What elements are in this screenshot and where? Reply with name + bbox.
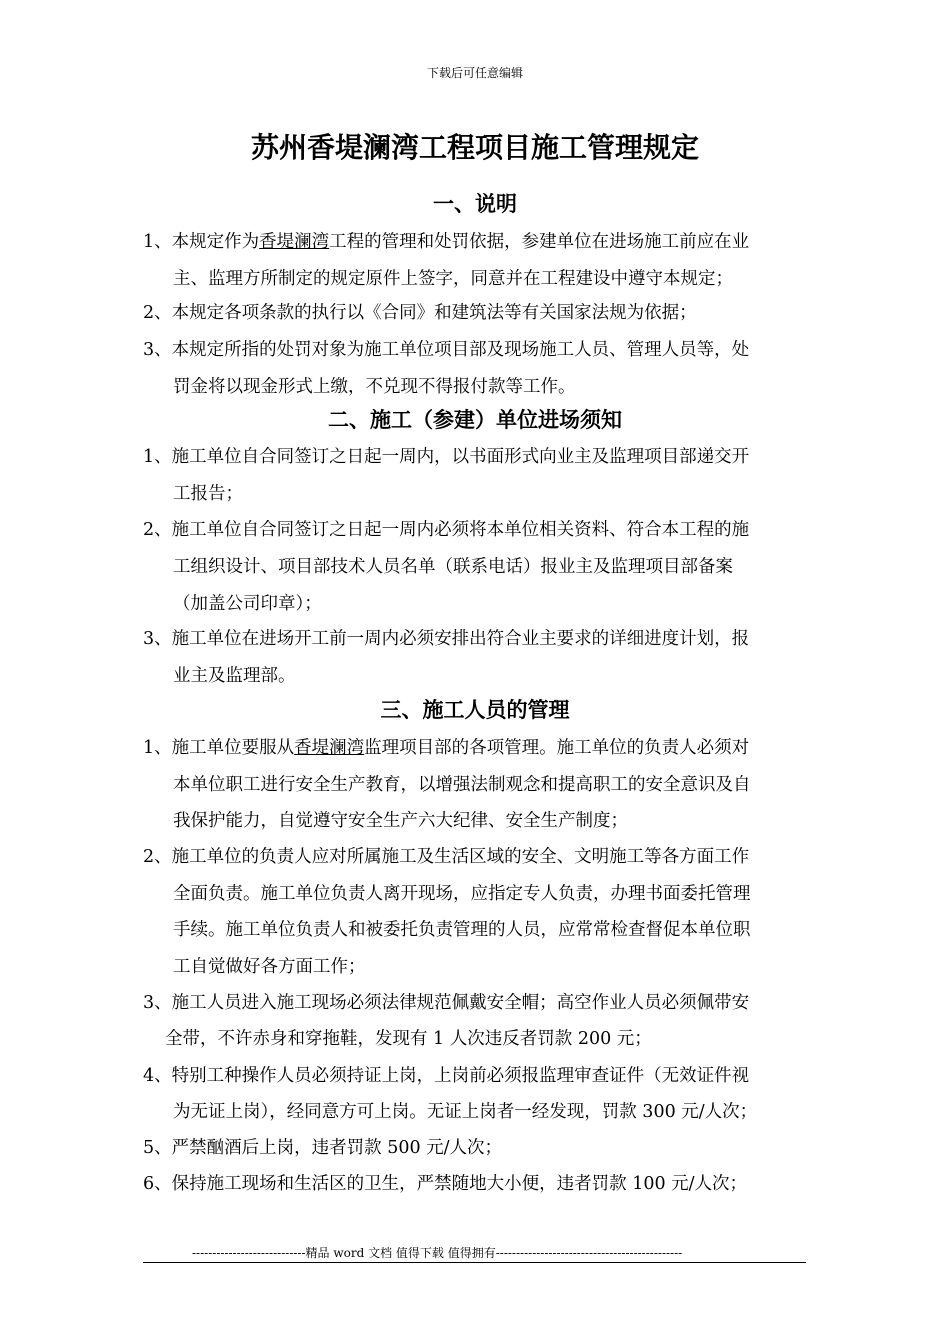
section3-item5: 5、严禁酗酒后上岗，违者罚款 500 元/人次； bbox=[143, 1138, 503, 1158]
header-note: 下载后可任意编辑 bbox=[426, 66, 523, 80]
section3-item6: 6、保持施工现场和生活区的卫生，严禁随地大小便，违者罚款 100 元/人次； bbox=[143, 1174, 748, 1194]
section-heading-1: 一、说明 bbox=[433, 191, 517, 216]
section3-item4-line1: 4、特别工种操作人员必须持证上岗，上岗前必须报监理审查证件（无效证件视 bbox=[143, 1066, 750, 1086]
section3-item1-line3: 我保护能力，自觉遵守安全生产六大纪律、安全生产制度； bbox=[173, 811, 628, 831]
section2-item1-line2: 工报告； bbox=[173, 484, 243, 504]
section1-item3-line1: 3、本规定所指的处罚对象为施工单位项目部及现场施工人员、管理人员等，处 bbox=[143, 340, 750, 360]
footer-rule bbox=[143, 1262, 806, 1263]
section3-item1-prefix: 1、施工单位要服从 bbox=[143, 738, 295, 758]
section2-item3-line2: 业主及监理部。 bbox=[173, 666, 296, 686]
section2-item2-line3: （加盖公司印章）； bbox=[173, 594, 322, 614]
section3-item1-line1 bbox=[143, 734, 808, 759]
section1-item1-rest: 工程的管理和处罚依据，参建单位在进场施工前应在业 bbox=[329, 232, 750, 252]
section2-item3-line1: 3、施工单位在进场开工前一周内必须安排出符合业主要求的详细进度计划，报 bbox=[143, 629, 750, 649]
section2-item2-line1: 2、施工单位自合同签订之日起一周内必须将本单位相关资料、符合本工程的施 bbox=[143, 520, 750, 540]
section3-item2-line2: 全面负责。施工单位负责人离开现场，应指定专人负责，办理书面委托管理 bbox=[173, 884, 751, 904]
section3-item3-line1: 3、施工人员进入施工现场必须法律规范佩戴安全帽；高空作业人员必须佩带安 bbox=[143, 993, 750, 1013]
section3-item3-line2: 全带，不许赤身和穿拖鞋，发现有 1 人次违反者罚款 200 元； bbox=[165, 1029, 652, 1049]
project-name-underlined: 香堤澜湾 bbox=[259, 232, 330, 252]
section3-item2-line4: 工自觉做好各方面工作； bbox=[173, 957, 366, 977]
section2-item2-line2: 工组织设计、项目部技术人员名单（联系电话）报业主及监理项目部备案 bbox=[173, 557, 733, 577]
section1-item1-line1 bbox=[143, 228, 808, 253]
section3-item2-line1: 2、施工单位的负责人应对所属施工及生活区域的安全、文明施工等各方面工作 bbox=[143, 847, 750, 867]
section-heading-2: 二、施工（参建）单位进场须知 bbox=[328, 407, 622, 432]
document-title: 苏州香堤澜湾工程项目施工管理规定 bbox=[250, 131, 699, 164]
section3-item4-line2: 为无证上岗），经同意方可上岗。无证上岗者一经发现，罚款 300 元/人次； bbox=[173, 1102, 758, 1122]
project-name-underlined: 香堤澜湾 bbox=[294, 738, 365, 758]
section1-item1-prefix: 1、本规定作为 bbox=[143, 232, 260, 252]
section3-item2-line3: 手续。施工单位负责人和被委托负责管理的人员，应常常检查督促本单位职 bbox=[173, 920, 751, 940]
section1-item3-line2: 罚金将以现金形式上缴，不兑现不得报付款等工作。 bbox=[173, 377, 576, 397]
section-heading-3: 三、施工人员的管理 bbox=[380, 697, 570, 722]
section1-item1-line2: 主、监理方所制定的规定原件上签字，同意并在工程建设中遵守本规定； bbox=[173, 269, 733, 289]
section2-item1-line1: 1、施工单位自合同签订之日起一周内，以书面形式向业主及监理项目部递交开 bbox=[143, 447, 750, 467]
section3-item1-rest: 监理项目部的各项管理。施工单位的负责人必须对 bbox=[364, 738, 750, 758]
section3-item1-line2: 本单位职工进行安全生产教育，以增强法制观念和提高职工的安全意识及自 bbox=[173, 775, 751, 795]
section1-item2: 2、本规定各项条款的执行以《合同》和建筑法等有关国家法规为依据； bbox=[143, 303, 697, 323]
footer-text: ----------------------------精品 word 文档 值得下载 值得拥有---------------------------------------------- bbox=[192, 1246, 683, 1260]
